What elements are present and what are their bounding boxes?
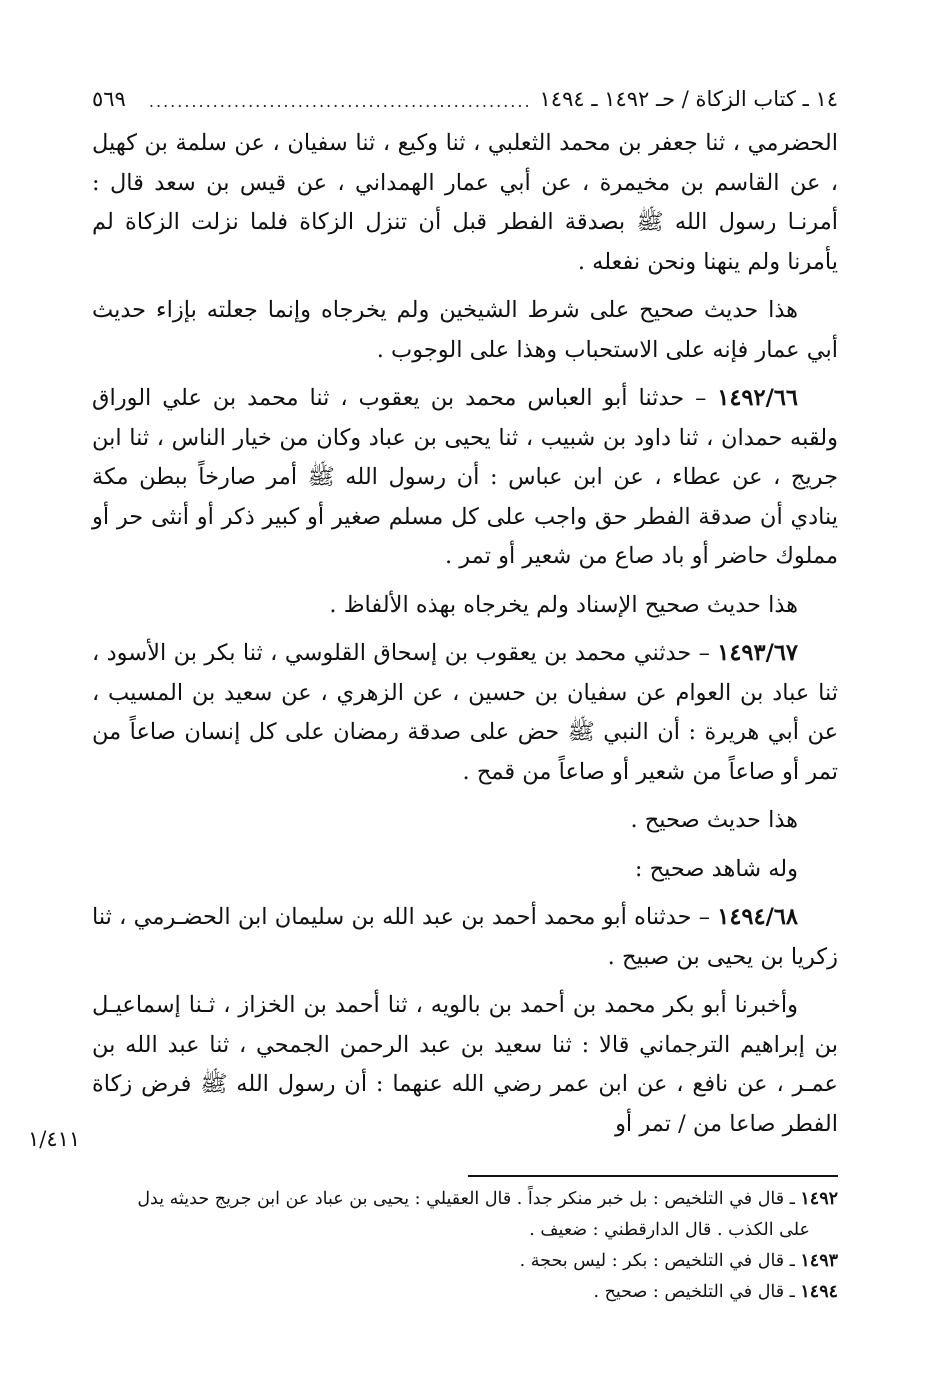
footnote-1493 — [92, 1246, 838, 1277]
hadith-text-1493: – حدثني محمد بن يعقوب بن إسحاق القلوسي ، ثنا بكر بن الأسود ، ثنا عباد بن العوام عن سفيان بن حسين ، عن الزهري ، عن سعيد بن المسيب ، عن أبي هريرة : أن النبي ﷺ حض على صدقة رمضان على كل إنسان صاعاً من تمر أو صاعاً من شعير أو صاعاً من قمح . — [92, 640, 838, 785]
footnote-number-1494: ١٤٩٤ — [800, 1282, 838, 1302]
footnote-text-1493: ـ قال في التلخيص : بكر : ليس بحجة . — [519, 1251, 801, 1271]
hadith-1494 — [92, 898, 838, 977]
page-number: ٥٦٩ — [92, 87, 126, 111]
paragraph-grading-2: هذا حديث صحيح الإسناد ولم يخرجاه بهذه الألفاظ . — [329, 591, 798, 618]
paragraph-grading-1: هذا حديث صحيح على شرط الشيخين ولم يخرجاه وإنما جعلته بإزاء حديث أبي عمار فإنه على الاستحباب وهذا على الوجوب . — [92, 297, 838, 363]
header-leader-dots: ...................................................... — [148, 92, 532, 111]
hadith-text-1492: – حدثنا أبو العباس محمد بن يعقوب ، ثنا محمد بن علي الوراق ولقبه حمدان ، ثنا داود بن شبيب ، ثنا يحيى بن عباد وكان من خيار الناس ، ثنا ابن جريج ، عن عطاء ، عن ابن عباس : أن رسول الله ﷺ أمر صارخاً ببطن مكة ينادي أن صدقة الفطر حق واجب على كل مسلم صغير أو كبير ذكر أو أنثى حر أو مملوك حاضر أو باد صاع من شعير أو تمر . — [92, 385, 838, 569]
hadith-1492 — [92, 379, 838, 577]
running-header — [92, 82, 838, 112]
hadith-text-1494: – حدثناه أبو محمد أحمد بن عبد الله بن سليمان ابن الحضـرمي ، ثنا زكريا بن يحيى بن صبيح . — [92, 904, 838, 970]
footnote-1492 — [92, 1184, 838, 1215]
paragraph-witness-note: وله شاهد صحيح : — [634, 855, 798, 882]
hadith-number-1493: ١٤٩٣/٦٧ — [717, 640, 798, 666]
hadith-number-1494: ١٤٩٤/٦٨ — [717, 904, 798, 930]
main-text — [92, 124, 838, 1144]
footnote-1492-continuation: على الكذب . قال الدارقطني : ضعيف . — [529, 1220, 810, 1240]
footnote-1494 — [92, 1277, 838, 1308]
paragraph-isnad-continuation: الحضرمي ، ثنا جعفر بن محمد الثعلبي ، ثنا وكيع ، ثنا سفيان ، عن سلمة بن كهيل ، عن القاسم بن مخيمرة ، عن أبي عمار الهمداني ، عن قيس بن سعد قال : أمرنـا رسول الله ﷺ بصدقة الفطر قبل أن تنزل الزكاة فلما نزلت الزكاة لم يأمرنا ولم ينهنا ونحن نفعله . — [92, 130, 838, 275]
footnote-number-1493: ١٤٩٣ — [800, 1251, 838, 1271]
footnote-text-1492: ـ قال في التلخيص : بل خبر منكر جداً . قال العقيلي : يحيى بن عباد عن ابن جريج حديثه يدل — [137, 1189, 801, 1209]
footnote-text-1494: ـ قال في التلخيص : صحيح . — [593, 1282, 801, 1302]
hadith-number-1492: ١٤٩٢/٦٦ — [717, 385, 798, 411]
paragraph-second-chain: وأخبرنا أبو بكر محمد بن أحمد بن بالويه ، ثنا أحمد بن الخزاز ، ثـنا إسماعيـل بن إبراهيم الترجماني قالا : ثنا سعيد بن عبد الرحمن الجمحي ، ثنا عبد الله بن عمـر ، عن نافع ، عن ابن عمر رضي الله عنهما : أن رسول الله ﷺ فرض زكاة الفطر صاعا من / تمر أو — [92, 992, 838, 1137]
hadith-1493 — [92, 634, 838, 792]
footnotes — [92, 1184, 838, 1308]
paragraph-grading-3: هذا حديث صحيح . — [630, 807, 798, 833]
margin-reference: ١/٤١١ — [28, 1127, 81, 1151]
footnote-number-1492: ١٤٩٢ — [800, 1189, 838, 1209]
footnote-separator — [468, 1175, 838, 1177]
header-title: ١٤ ـ كتاب الزكاة / حـ ١٤٩٢ ـ ١٤٩٤ — [539, 87, 838, 111]
